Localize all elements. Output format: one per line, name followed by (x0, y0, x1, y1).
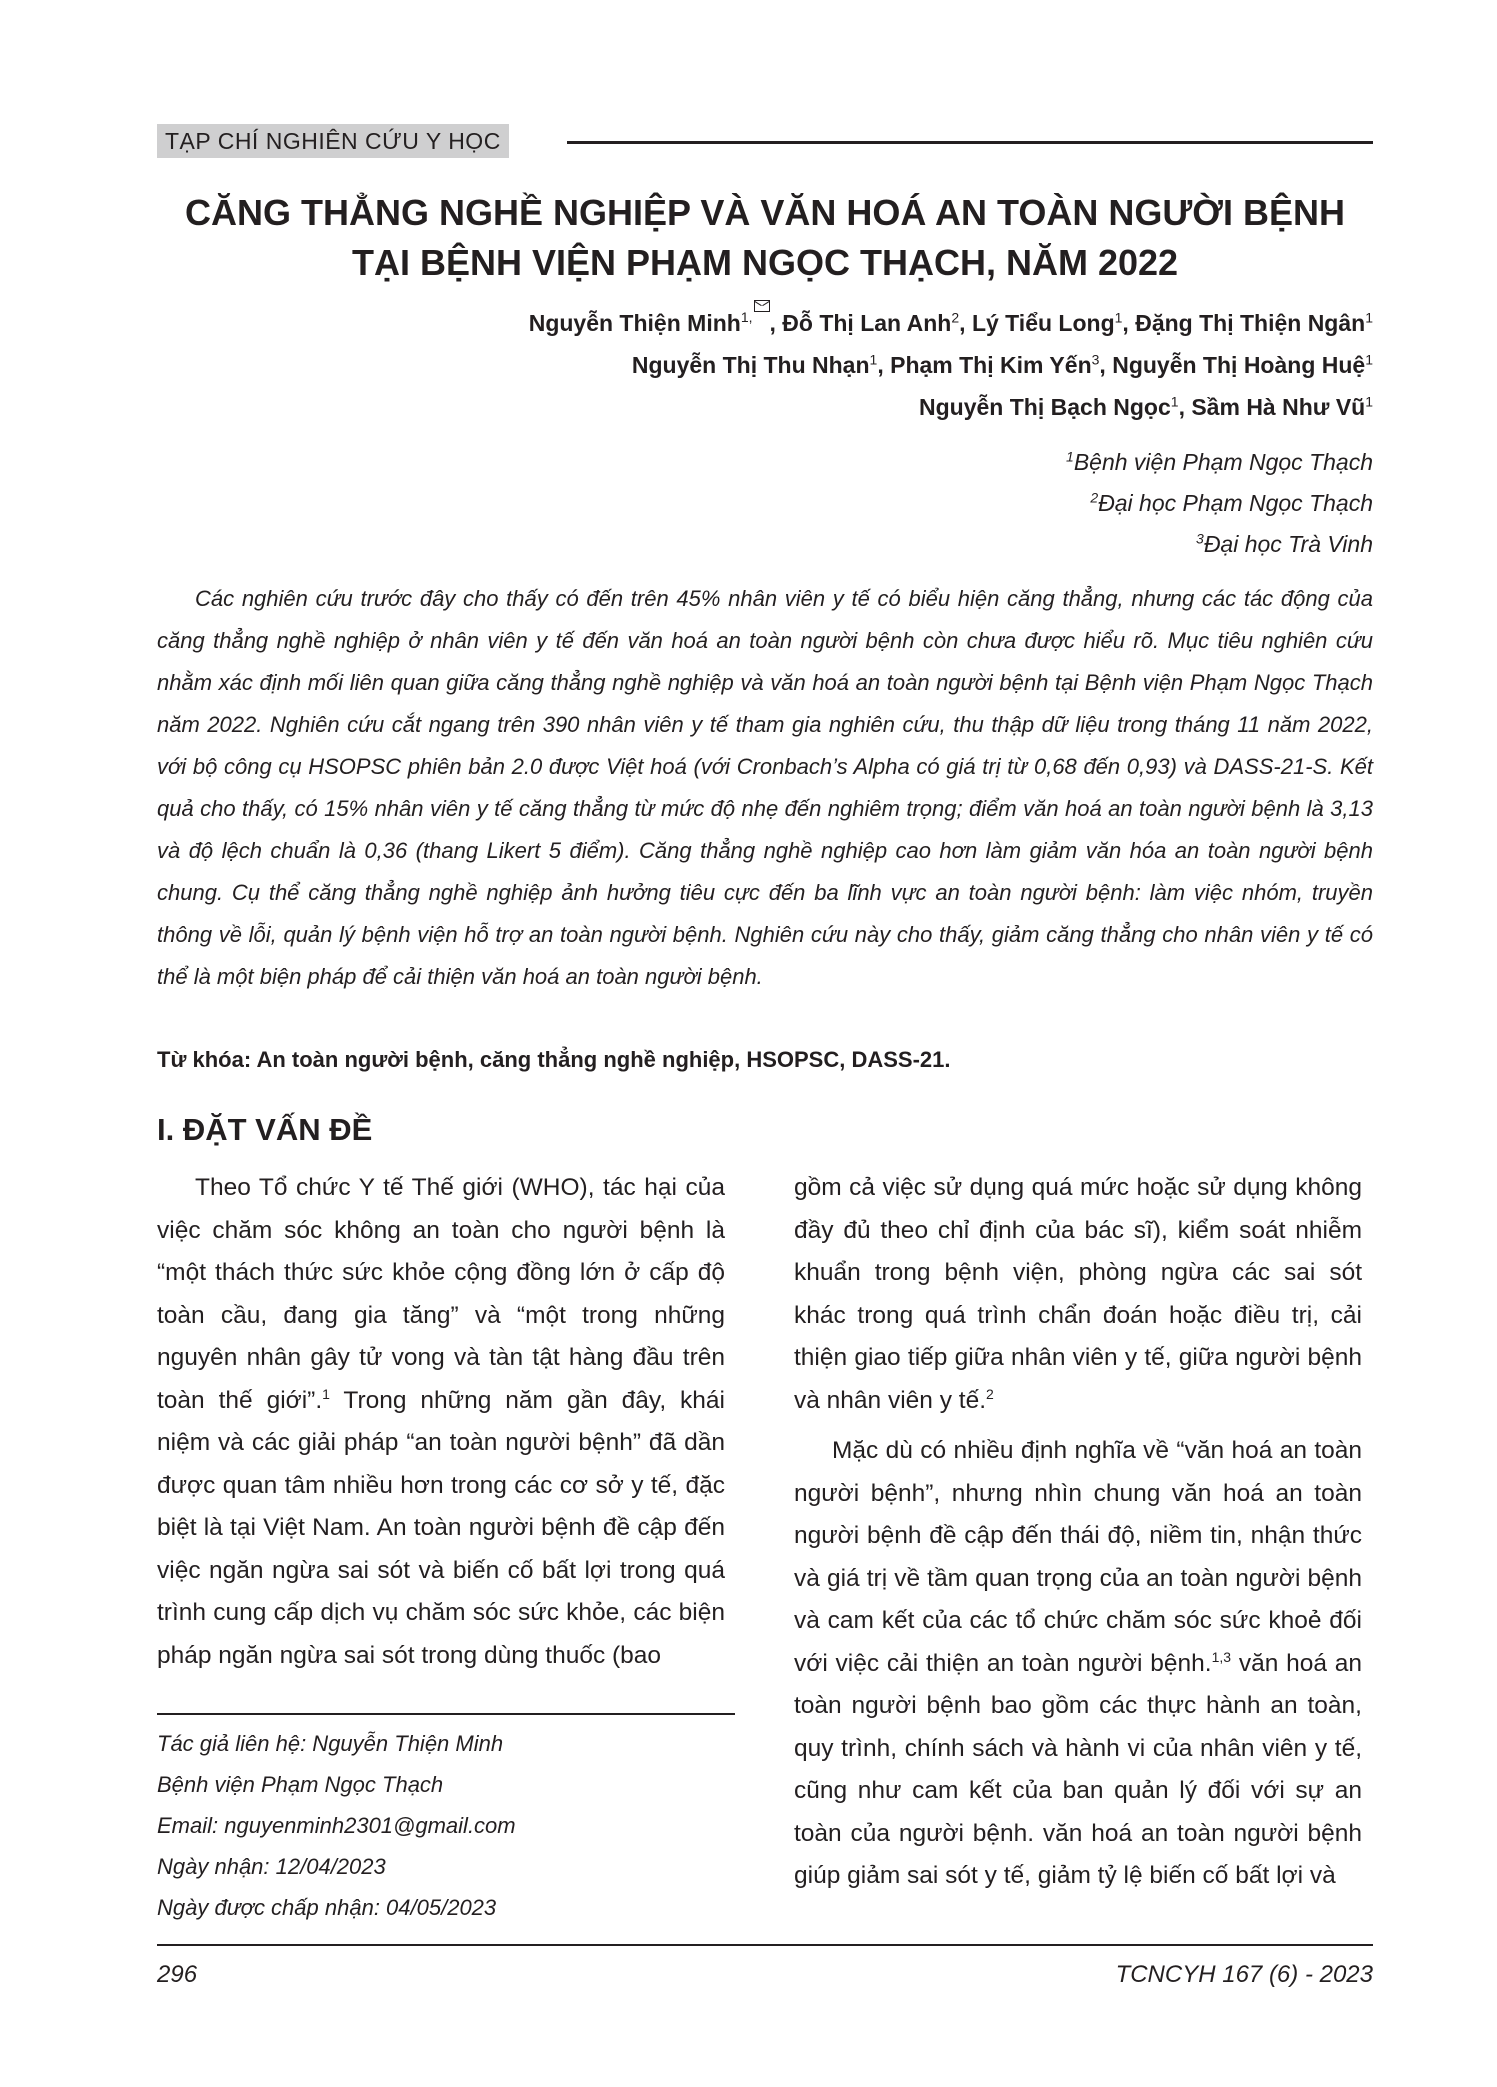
author-sup: 1 (1114, 309, 1123, 326)
author-name: Phạm Thị Kim Yến (890, 352, 1092, 378)
author-sup: 1, (741, 309, 770, 325)
journal-citation: TCNCYH 167 (6) - 2023 (1115, 1961, 1373, 1988)
author-name: Lý Tiểu Long (971, 310, 1115, 336)
corresponding-email[interactable]: Email: nguyenminh2301@gmail.com (157, 1813, 516, 1838)
corresponding-institution: Bệnh viện Phạm Ngọc Thạch (157, 1772, 444, 1797)
reference-marker[interactable]: 1 (322, 1385, 330, 1402)
paragraph: Mặc dù có nhiều định nghĩa về “văn hoá an toàn người bệnh”, nhưng nhìn chung văn hoá an toàn người bệnh đề cập đến thái độ, niềm tin, nhận thức và giá trị về tầm quan trọng của an toàn người bệnh và cam kết của các tổ chức chăm sóc sức khoẻ đối với việc cải thiện an toàn người bệnh.$^{1,3}$ văn hoá an toàn người bệnh bao gồm các thực hành an toàn, quy trình, chính sách và hành vi của nhân viên y tế, cũng như cam kết của ban quản lý đối với sự an toàn của người bệnh. văn hoá an toàn người bệnh giúp giảm sai sót y tế, giảm tỷ lệ biến cố bất lợi và (794, 1437, 1362, 1889)
article-title (140, 188, 1390, 288)
author-sup: 1 (1170, 393, 1179, 410)
affiliation: $^3$Đại học Trà Vinh (1196, 530, 1373, 557)
author-name: Nguyễn Thị Bạch Ngọc (919, 394, 1171, 420)
footer-rule (157, 1944, 1373, 1946)
author-sup: 1 (1365, 309, 1373, 326)
author-sup: 3 (1091, 351, 1100, 368)
affiliation: $^1$Bệnh viện Phạm Ngọc Thạch (1066, 448, 1373, 475)
paragraph: Theo Tổ chức Y tế Thế giới (WHO), tác hại của việc chăm sóc không an toàn cho người bệnh là “một thách thức sức khỏe cộng đồng lớn ở cấp độ toàn cầu, đang gia tăng” và “một trong những nguyên nhân gây tử vong và tàn tật hàng đầu trên toàn thế giới”.$^1$ Trong những năm gần đây, khái niệm và các giải pháp “an toàn người bệnh” đã dần được quan tâm nhiều hơn trong các cơ sở y tế, đặc biệt là tại Việt Nam. An toàn người bệnh đề cập đến việc ngăn ngừa sai sót và biến cố bất lợi trong quá trình cung cấp dịch vụ chăm sóc sức khỏe, các biện pháp ngăn ngừa sai sót trong dùng thuốc (bao (157, 1174, 725, 1669)
section-heading: I. ĐẶT VẤN ĐỀ (157, 1112, 373, 1147)
reference-marker[interactable]: 1,3 (1211, 1648, 1232, 1665)
author-sup: 2 (951, 309, 960, 326)
author-sup: 1 (1365, 351, 1373, 368)
title-line-1: CĂNG THẲNG NGHỀ NGHIỆP VÀ VĂN HOÁ AN TOÀN NGƯỜI BỆNH (185, 192, 1345, 233)
author-sup: 1 (869, 351, 878, 368)
correspondence-note (157, 1723, 516, 1928)
journal-name: TẠP CHÍ NGHIÊN CỨU Y HỌC (157, 124, 509, 158)
envelope-icon (754, 300, 770, 312)
author-name: Nguyễn Thị Thu Nhạn (631, 352, 870, 378)
body-column-right (794, 1167, 1362, 1898)
author-sup: 1 (1365, 393, 1373, 410)
corresponding-author: Tác giả liên hệ: Nguyễn Thiện Minh (157, 1731, 504, 1756)
accepted-date: Ngày được chấp nhận: 04/05/2023 (157, 1895, 497, 1920)
running-header (157, 124, 1373, 158)
affiliation-list (1066, 442, 1373, 565)
title-line-2: TẠI BỆNH VIỆN PHẠM NGỌC THẠCH, NĂM 2022 (351, 242, 1179, 283)
reference-marker[interactable]: 2 (986, 1385, 994, 1402)
author-name: Đặng Thị Thiện Ngân (1135, 310, 1366, 336)
affiliation: $^2$Đại học Phạm Ngọc Thạch (1090, 489, 1373, 516)
author-list (273, 302, 1373, 428)
author-name: Nguyễn Thiện Minh (528, 310, 741, 336)
keywords: Từ khóa: An toàn người bệnh, căng thẳng nghề nghiệp, HSOPSC, DASS-21. (157, 1047, 951, 1072)
author-name: Nguyễn Thị Hoàng Huệ (1112, 352, 1366, 378)
body-column-left (157, 1167, 725, 1677)
author-line-1: Nguyễn Thiện Minh$^{1,}$ , Đỗ Thị Lan Anh$^2$, Lý Tiểu Long$^1$, Đặng Thị Thiện Ngân$^1$ (273, 302, 1373, 344)
author-line-3: Nguyễn Thị Bạch Ngọc$^1$, Sầm Hà Như $Vũ^1$ (919, 393, 1373, 420)
paragraph: gồm cả việc sử dụng quá mức hoặc sử dụng không đầy đủ theo chỉ định của bác sĩ), kiểm soát nhiễm khuẩn trong bệnh viện, phòng ngừa các sai sót khác trong quá trình chẩn đoán hoặc điều trị, cải thiện giao tiếp giữa nhân viên y tế, giữa người bệnh và nhân viên y tế.$^2$ (794, 1174, 1362, 1414)
received-date: Ngày nhận: 12/04/2023 (157, 1854, 386, 1879)
abstract: Các nghiên cứu trước đây cho thấy có đến trên 45% nhân viên y tế có biểu hiện căng thẳng, nhưng các tác động của căng thẳng nghề nghiệp ở nhân viên y tế đến văn hoá an toàn người bệnh còn chưa được hiểu rõ. Mục tiêu nghiên cứu nhằm xác định mối liên quan giữa căng thẳng nghề nghiệp và văn hoá an toàn người bệnh tại Bệnh viện Phạm Ngọc Thạch năm 2022. Nghiên cứu cắt ngang trên 390 nhân viên y tế tham gia nghiên cứu, thu thập dữ liệu trong tháng 11 năm 2022, với bộ công cụ HSOPSC phiên bản 2.0 được Việt hoá (với Cronbach’s Alpha có giá trị từ 0,68 đến 0,93) và DASS-21-S. Kết quả cho thấy, có 15% nhân viên y tế căng thẳng từ mức độ nhẹ đến nghiêm trọng; điểm văn hoá an toàn người bệnh là 3,13 và độ lệch chuẩn là 0,36 (thang Likert 5 điểm). Căng thẳng nghề nghiệp cao hơn làm giảm văn hóa an toàn người bệnh chung. Cụ thể căng thẳng nghề nghiệp ảnh hưởng tiêu cực đến ba lĩnh vực an toàn người bệnh: làm việc nhóm, truyền thông về lỗi, quản lý bệnh viện hỗ trợ an toàn người bệnh. Nghiên cứu này cho thấy, giảm căng thẳng cho nhân viên y tế có thể là một biện pháp để cải thiện văn hoá an toàn người bệnh. (157, 586, 1373, 989)
author-name: Sầm Hà Như Vũ (1191, 394, 1366, 420)
author-line-2: Nguyễn Thị Thu Nhạn$^1$, Phạm Thị Kim Yến$^3$, Nguyễn Thị Hoàng Huệ$^1$ (631, 351, 1373, 378)
footnote-rule (157, 1713, 735, 1715)
header-rule (567, 141, 1373, 144)
author-name: Đỗ Thị Lan Anh (782, 310, 952, 336)
page-number: 296 (157, 1961, 198, 1988)
